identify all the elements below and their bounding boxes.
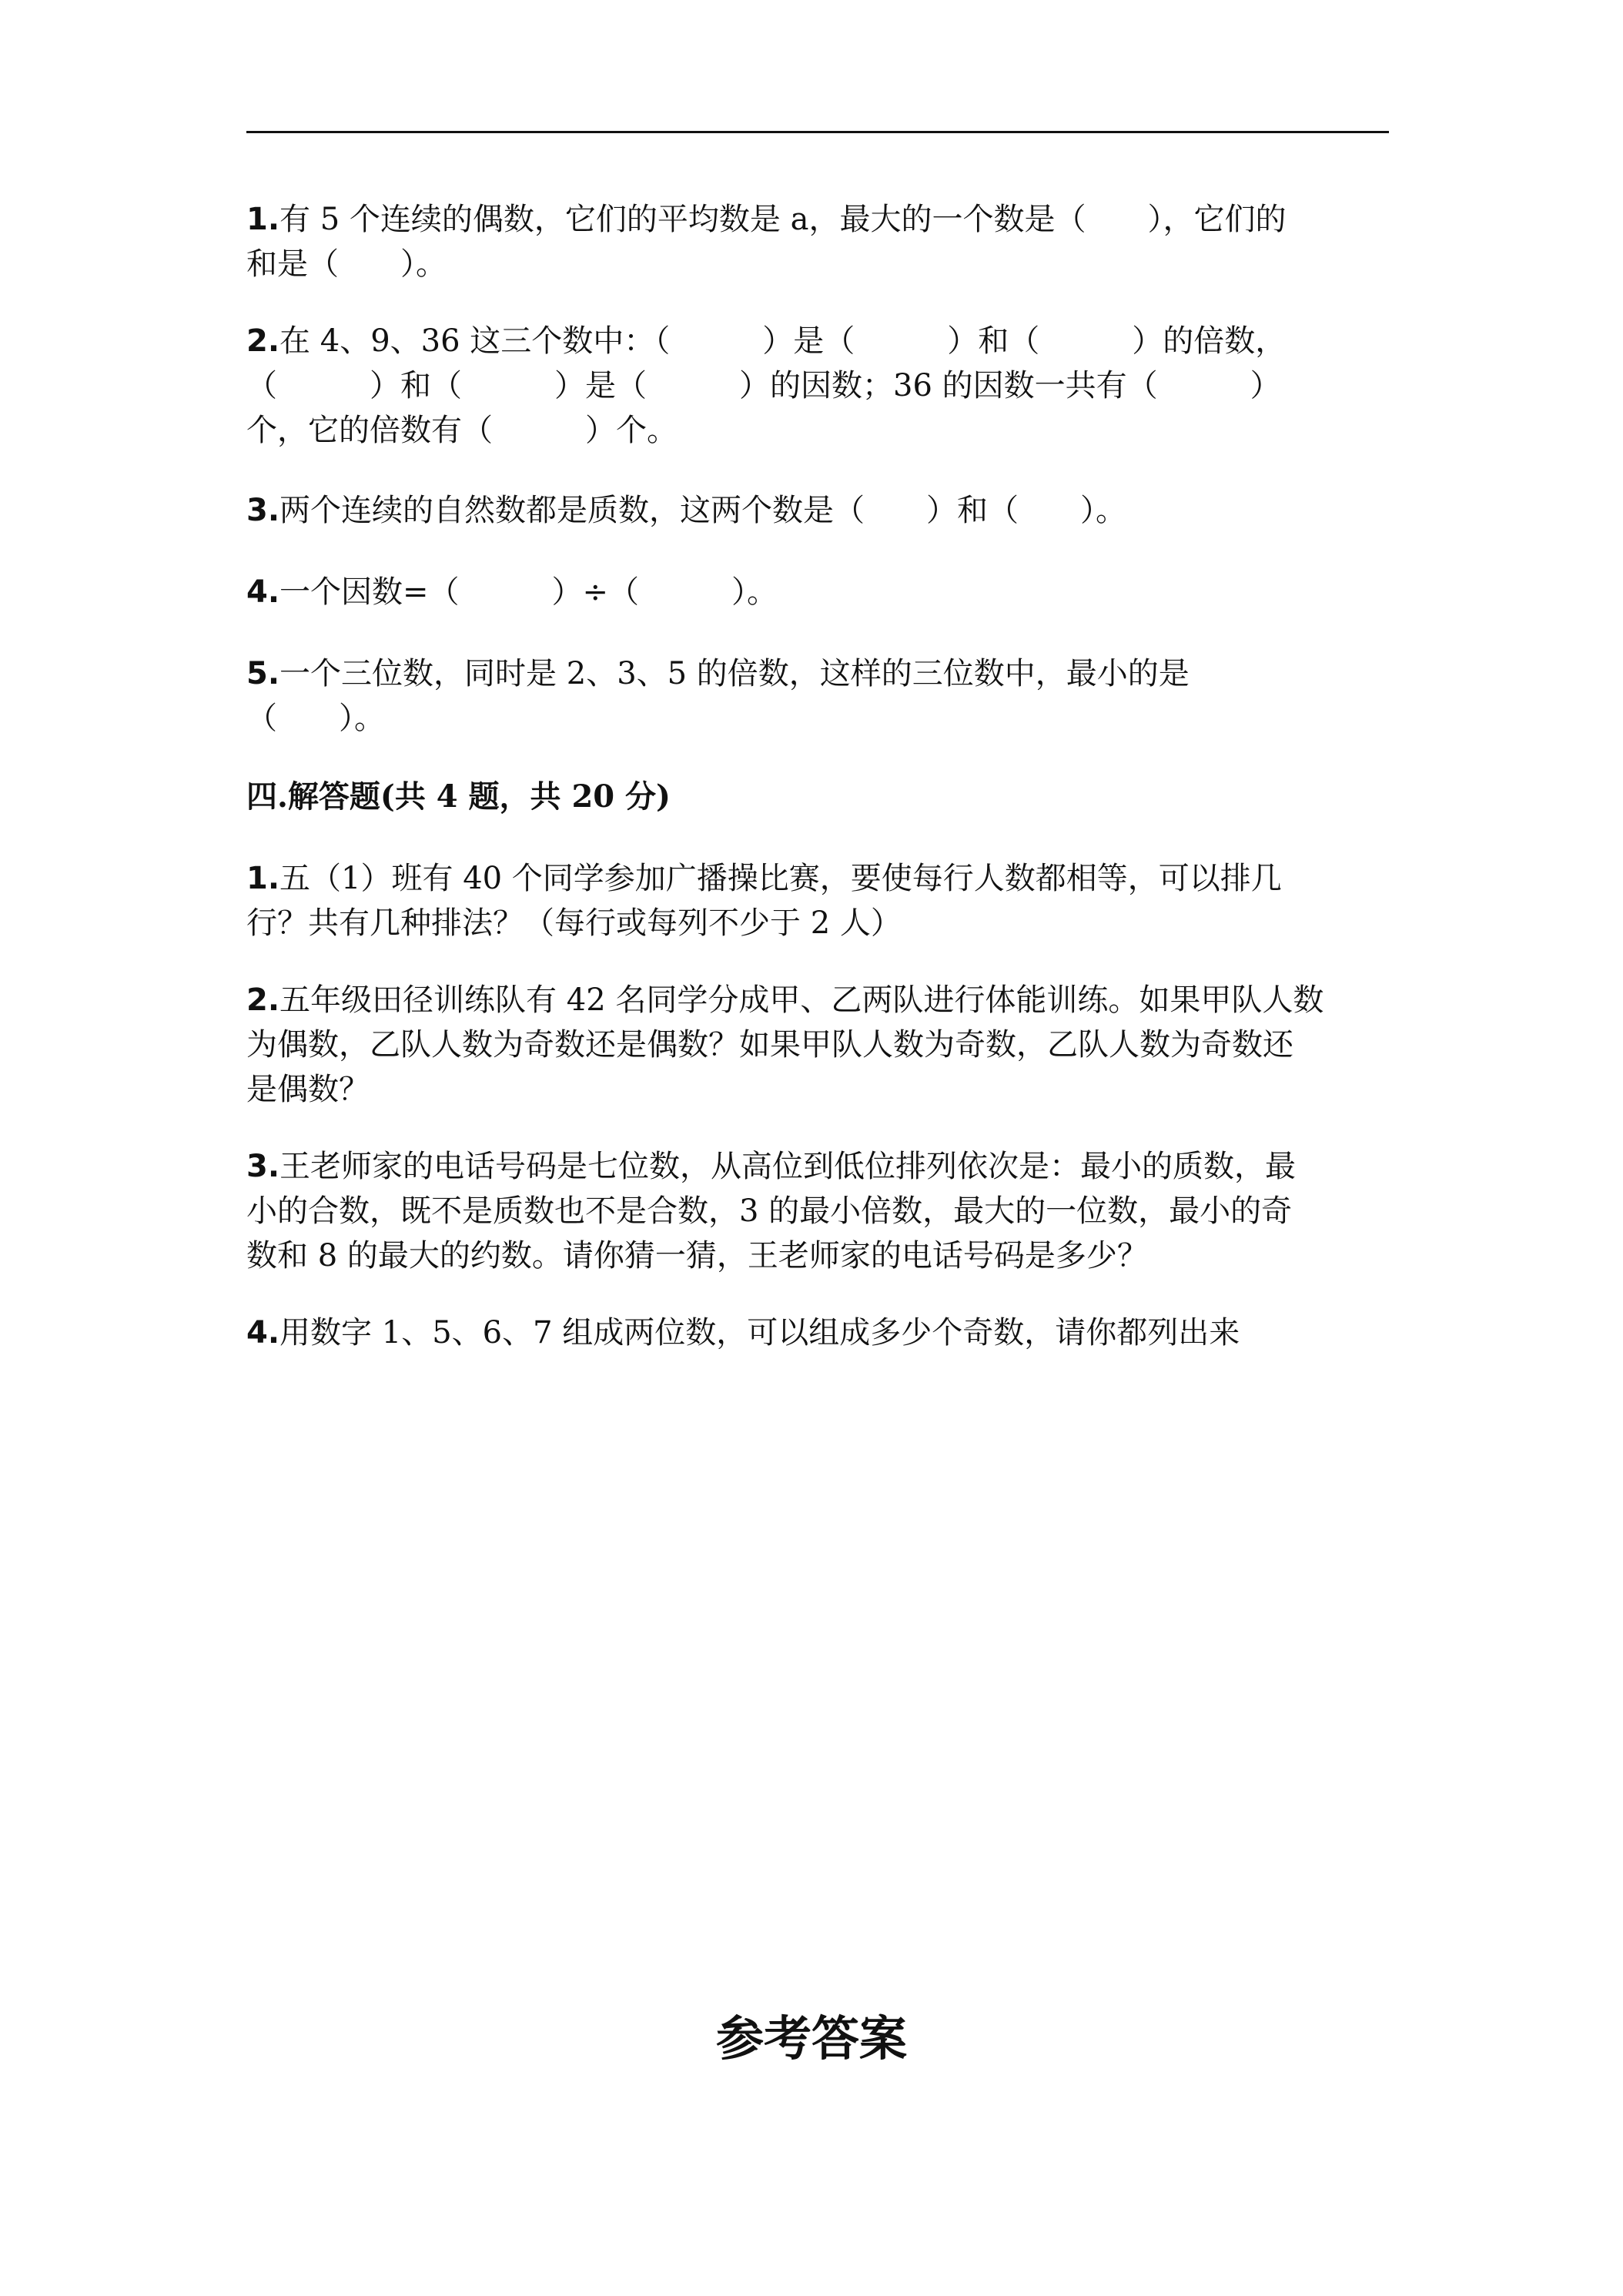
fill-in-question-3 — [246, 488, 1386, 533]
header-rule — [246, 131, 1389, 133]
question-number: 5. — [246, 656, 280, 691]
section-heading: 四.解答题(共 4 题，共 20 分) — [246, 778, 671, 815]
question-text-line: 有 5 个连续的偶数，它们的平均数是 a，最大的一个数是（ ），它们的 — [279, 202, 1287, 237]
fill-in-question-5 — [246, 651, 1386, 741]
question-text-line: 为偶数，乙队人数为奇数还是偶数？如果甲队人数为奇数，乙队人数为奇数还 — [246, 1027, 1293, 1063]
question-text-line: （ ）和（ ）是（ ）的因数；36 的因数一共有（ ） — [246, 368, 1281, 403]
question-text-line: 王老师家的电话号码是七位数，从高位到低位排列依次是：最小的质数，最 — [279, 1149, 1297, 1184]
question-text-line: 两个连续的自然数都是质数，这两个数是（ ）和（ ）。 — [279, 493, 1127, 528]
question-text-line: 一个三位数，同时是 2、3、5 的倍数，这样的三位数中，最小的是 — [279, 656, 1190, 691]
question-text-line: 五（1）班有 40 个同学参加广播操比赛，要使每行人数都相等，可以排几 — [279, 861, 1282, 896]
answer-question-1 — [246, 856, 1386, 946]
question-number: 1. — [246, 202, 280, 237]
question-text-line: 和是（ ）。 — [246, 246, 447, 282]
question-text-line: 五年级田径训练队有 42 名同学分成甲、乙两队进行体能训练。如果甲队人数 — [279, 982, 1324, 1018]
question-text-line: 数和 8 的最大的约数。请你猜一猜，王老师家的电话号码是多少？ — [246, 1238, 1148, 1274]
question-text-line: 行？共有几种排法？（每行或每列不少于 2 人） — [246, 905, 902, 941]
question-text-line: （ ）。 — [246, 701, 385, 736]
question-text-line: 用数字 1、5、6、7 组成两位数，可以组成多少个奇数，请你都列出来 — [279, 1315, 1240, 1350]
question-number: 1. — [246, 861, 280, 896]
answer-question-2 — [246, 978, 1386, 1112]
answer-key-title: 参考答案 — [715, 2010, 907, 2067]
question-number: 3. — [246, 493, 280, 528]
question-text-line: 一个因数=（ ）÷（ ）。 — [279, 574, 778, 610]
fill-in-question-2 — [246, 319, 1386, 453]
fill-in-question-1 — [246, 197, 1386, 286]
question-text-line: 是偶数？ — [246, 1072, 370, 1107]
question-number: 2. — [246, 982, 280, 1018]
question-text-line: 个，它的倍数有（ ）个。 — [246, 413, 678, 448]
question-text-line: 在 4、9、36 这三个数中：（ ）是（ ）和（ ）的倍数， — [279, 323, 1287, 359]
question-text-line: 小的合数，既不是质数也不是合数，3 的最小倍数，最大的一位数，最小的奇 — [246, 1193, 1293, 1229]
answer-question-3 — [246, 1144, 1386, 1278]
question-number: 3. — [246, 1149, 280, 1184]
fill-in-question-4 — [246, 570, 1386, 614]
question-number: 4. — [246, 1315, 280, 1350]
question-number: 2. — [246, 323, 280, 359]
question-number: 4. — [246, 574, 280, 610]
answer-question-4 — [246, 1310, 1386, 1355]
